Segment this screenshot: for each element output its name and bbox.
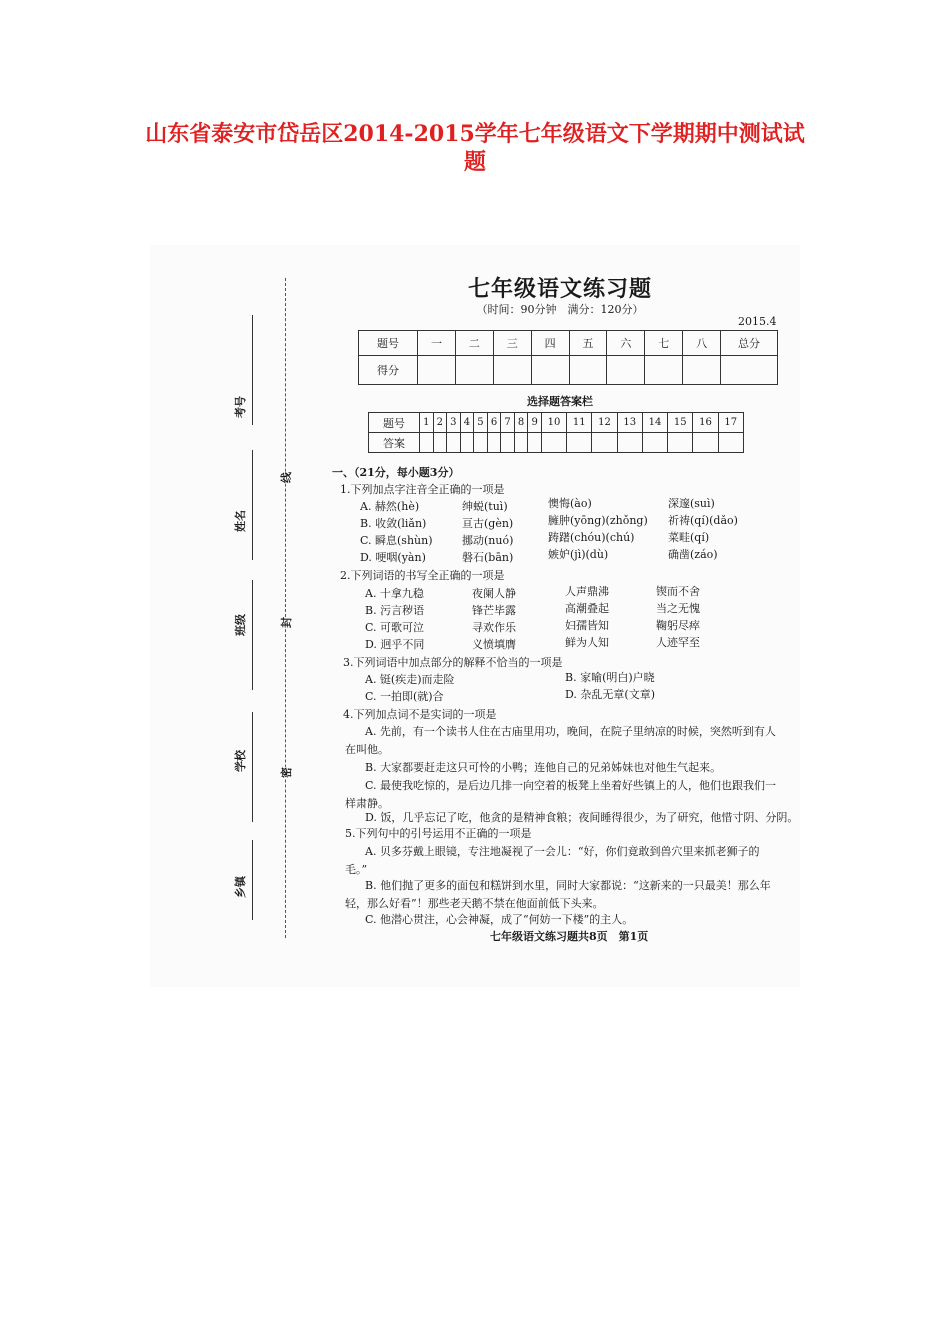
score-table <box>358 330 778 385</box>
seal-char-secret: 密 <box>280 767 293 778</box>
q1-option: 亘古(gèn) <box>462 517 514 530</box>
q4-stem: 4.下列加点词不是实词的一项是 <box>343 708 497 721</box>
binding-fold-line <box>285 278 286 938</box>
q2-option: B. 污言秽语 <box>365 604 425 617</box>
field-rule-school <box>252 712 253 822</box>
q3-option: A. 铤(疾走)而走险 <box>365 673 455 686</box>
paper-title: 七年级语文练习题 <box>467 276 652 302</box>
field-label-township: 乡镇 <box>234 876 247 898</box>
answer-number-cell: 5 <box>474 413 488 433</box>
document-title-line-2: 题 <box>463 149 486 175</box>
q4-line: D. 饭，几乎忘记了吃，他贪的是精神食粮；夜间睡得很少，为了研究，他惜寸阴、分阴。 <box>365 811 799 824</box>
q3-option: D. 杂乱无章(文章) <box>565 688 656 701</box>
q1-stem: 1.下列加点字注音全正确的一项是 <box>340 483 505 496</box>
q2-option: 人迹罕至 <box>656 636 700 649</box>
score-cell: 七 <box>645 331 683 356</box>
q1-option: 确凿(záo) <box>668 548 718 561</box>
q1-option: 祈祷(qí)(dǎo) <box>668 514 738 527</box>
score-cell: 三 <box>493 331 531 356</box>
answer-table-answer-row <box>369 433 744 453</box>
paper-subtitle: （时间：90分钟 满分：120分） <box>476 303 644 316</box>
q4-line: 样肃静。 <box>345 797 389 810</box>
q2-option: 当之无愧 <box>656 602 700 615</box>
q2-option: 寻欢作乐 <box>472 621 516 634</box>
q2-option: 高潮叠起 <box>565 602 609 615</box>
section-1-heading: 一、（21分，每小题3分） <box>332 466 460 479</box>
answer-number-cell: 16 <box>693 413 718 433</box>
q2-stem: 2.下列词语的书写全正确的一项是 <box>340 569 505 582</box>
answer-number-cell: 11 <box>567 413 592 433</box>
q3-option: B. 家喻(明白)户晓 <box>565 671 655 684</box>
answer-number-cell: 15 <box>668 413 693 433</box>
q2-option: 义愤填膺 <box>472 638 516 651</box>
score-cell: 六 <box>607 331 645 356</box>
answer-number-cell: 13 <box>617 413 642 433</box>
q1-option: D. 哽咽(yàn) <box>360 551 426 564</box>
answer-number-cell: 17 <box>718 413 743 433</box>
q5-line: 毛。” <box>345 863 368 876</box>
answer-row-label: 答案 <box>369 433 420 453</box>
q1-option: 踌躇(chóu)(chú) <box>548 531 635 544</box>
answer-number-cell: 8 <box>514 413 528 433</box>
score-cell: 五 <box>569 331 607 356</box>
q5-line: 轻，那么好看”！那些老天鹅不禁在他面前低下头来。 <box>345 897 604 910</box>
q2-option: D. 迥乎不同 <box>365 638 425 651</box>
answer-number-cell: 7 <box>501 413 515 433</box>
field-rule-class <box>252 580 253 690</box>
document-title <box>60 120 890 176</box>
q1-option: 深邃(suì) <box>668 497 715 510</box>
q2-option: 人声鼎沸 <box>565 585 609 598</box>
q1-option: B. 收敛(liǎn) <box>360 517 427 530</box>
seal-char-line: 线 <box>280 472 293 483</box>
q4-line: A. 先前，有一个读书人住在古庙里用功，晚间，在院子里纳凉的时候，突然听到有人 <box>365 725 776 738</box>
q1-option: C. 瞬息(shùn) <box>360 534 433 547</box>
score-cell: 一 <box>418 331 456 356</box>
q4-line: 在叫他。 <box>345 743 389 756</box>
score-cell: 四 <box>531 331 569 356</box>
answer-table <box>368 412 744 453</box>
q2-option: 鲜为人知 <box>565 636 609 649</box>
answer-number-cell: 10 <box>541 413 566 433</box>
q1-option: 菜畦(qí) <box>668 531 710 544</box>
field-rule-name <box>252 450 253 560</box>
answer-number-cell: 6 <box>487 413 501 433</box>
q1-option: 挪动(nuó) <box>462 534 514 547</box>
q5-line: A. 贝多芬戴上眼镜，专注地凝视了一会儿：“好，你们竟敢到兽穴里来抓老狮子的 <box>365 845 760 858</box>
score-table-score-row <box>359 356 778 385</box>
seal-char-seal: 封 <box>280 617 293 628</box>
q3-option: C. 一拍即(就)合 <box>365 690 444 703</box>
q1-option: 磐石(bān) <box>462 551 514 564</box>
q2-option: 夜阑人静 <box>472 587 516 600</box>
answer-number-cell: 3 <box>447 413 461 433</box>
answer-number-cell: 4 <box>460 413 474 433</box>
answer-number-cell: 1 <box>420 413 434 433</box>
answer-row-label: 题号 <box>369 413 420 433</box>
answer-number-cell: 9 <box>528 413 542 433</box>
answer-number-cell: 14 <box>642 413 667 433</box>
q5-line: C. 他潜心贯注，心会神凝，成了“何妨一下楼”的主人。 <box>365 913 634 926</box>
document-title-line-1: 山东省泰安市岱岳区2014-2015学年七年级语文下学期期中测试试 <box>145 121 805 147</box>
score-cell: 二 <box>455 331 493 356</box>
q1-option: 臃肿(yōng)(zhǒng) <box>548 514 648 527</box>
field-rule-exam-no <box>252 315 253 425</box>
score-cell: 总分 <box>721 331 778 356</box>
q5-line: B. 他们抛了更多的面包和糕饼到水里，同时大家都说：“这新来的一只最美！那么年 <box>365 879 771 892</box>
field-label-school: 学校 <box>234 750 247 772</box>
field-label-name: 姓名 <box>234 510 247 532</box>
answer-number-cell: 12 <box>592 413 617 433</box>
score-row-label: 得分 <box>359 356 418 385</box>
q1-option: A. 赫然(hè) <box>360 500 420 513</box>
answer-number-cell: 2 <box>433 413 447 433</box>
q1-option: 嫉妒(jì)(dù) <box>548 548 609 561</box>
q2-option: A. 十拿九稳 <box>365 587 424 600</box>
q1-option: 绅蜕(tuì) <box>462 500 508 513</box>
q2-option: 妇孺皆知 <box>565 619 609 632</box>
q4-line: C. 最使我吃惊的，是后边几排一向空着的板凳上坐着好些镇上的人，他们也跟我们一 <box>365 779 777 792</box>
q5-stem: 5.下列句中的引号运用不正确的一项是 <box>345 827 532 840</box>
q2-option: 锲而不舍 <box>656 585 700 598</box>
page-footer: 七年级语文练习题共8页 第1页 <box>490 930 649 943</box>
field-rule-township <box>252 840 253 920</box>
answer-table-number-row <box>369 413 744 433</box>
q2-option: C. 可歌可泣 <box>365 621 425 634</box>
q3-stem: 3.下列词语中加点部分的解释不恰当的一项是 <box>343 656 563 669</box>
paper-date: 2015.4 <box>738 315 777 328</box>
score-cell: 八 <box>683 331 721 356</box>
q4-line: B. 大家都要赶走这只可怜的小鸭；连他自己的兄弟姊妹也对他生气起来。 <box>365 761 722 774</box>
score-cell: 题号 <box>359 331 418 356</box>
field-label-exam-no: 考号 <box>234 396 247 418</box>
q2-option: 锋芒毕露 <box>472 604 516 617</box>
q1-option: 懊悔(ào) <box>548 497 592 510</box>
score-table-header-row <box>359 331 778 356</box>
field-label-class: 班级 <box>234 614 247 636</box>
q2-option: 鞠躬尽瘁 <box>656 619 700 632</box>
answer-table-caption: 选择题答案栏 <box>527 395 593 408</box>
